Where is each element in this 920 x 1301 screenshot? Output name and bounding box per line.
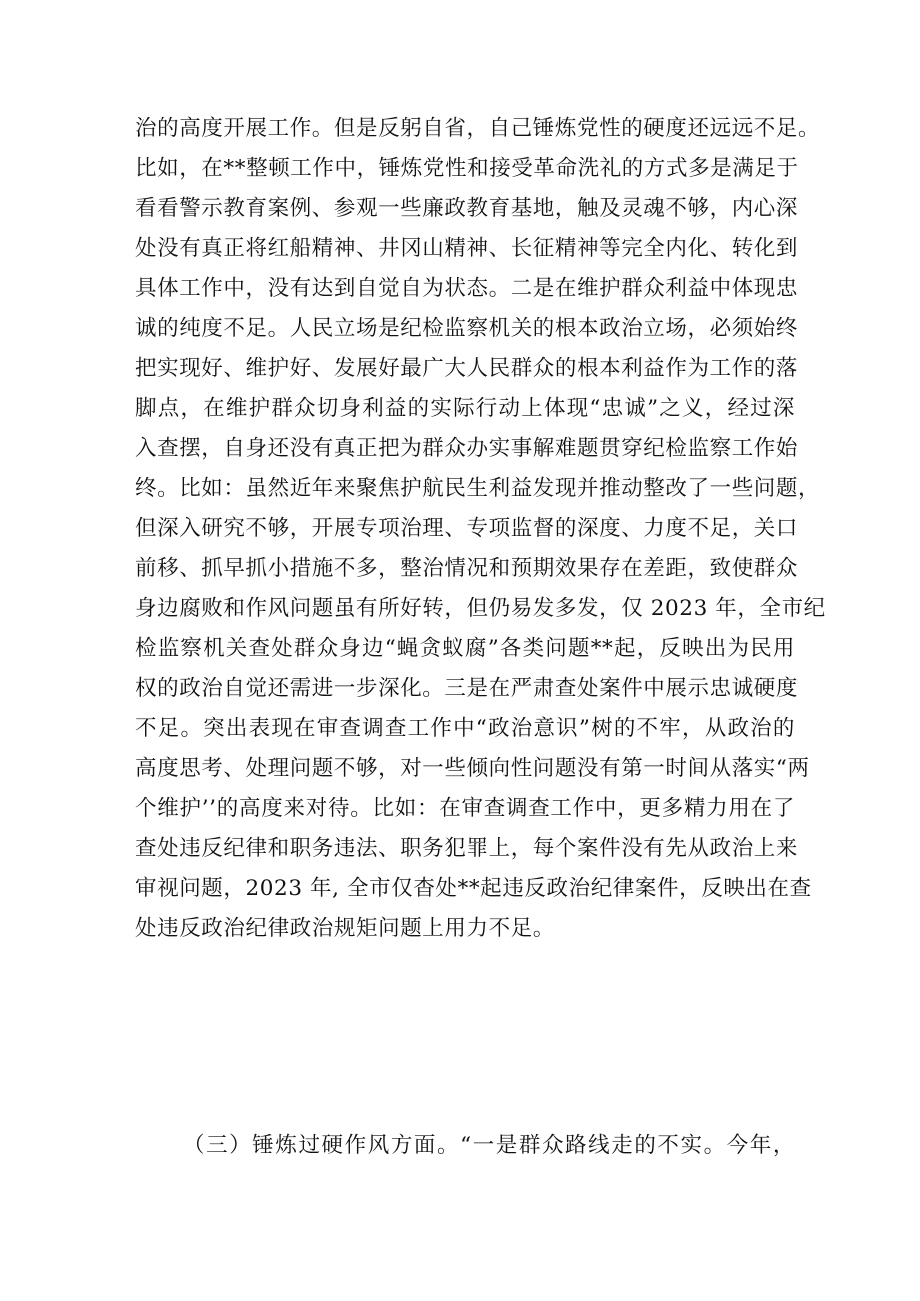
text-line-last: 处违反政治纪律政治规矩问题上用力不足。 <box>135 916 555 941</box>
text-line: 看看警示教育案例、参观一些廉政教育基地，触及灵魂不够，内心深 <box>135 196 799 221</box>
section-heading-line: （三）锤炼过硬作风方面。“一是群众路线走的不实。今年， <box>183 1133 795 1158</box>
text-line: 前移、抓早抓小措施不多，整治情况和预期效果存在差距，致使群众 <box>135 556 799 581</box>
text-line: 检监察机关查处群众身边“蝇贪蚁腐”各类问题**起，反映出为民用 <box>135 636 795 661</box>
text-line: 个维护’’的高度来对待。比如：在审查调查工作中，更多精力用在了 <box>135 796 795 821</box>
text-line: 比如，在**整顿工作中，锤炼党性和接受革命洗礼的方式多是满足于 <box>135 156 799 181</box>
text-line: 但深入研究不够，开展专项治理、专项监督的深度、力度不足，关口 <box>135 516 799 541</box>
text-line: 高度思考、处理问题不够，对一些倾向性问题没有第一时间从落实“两 <box>135 756 810 781</box>
text-line: 脚点，在维护群众切身利益的实际行动上体现“忠诚”之义，经过深 <box>135 396 795 421</box>
text-line: 查处违反纪律和职务违法、职务犯罪上，每个案件没有先从政治上来 <box>135 836 799 861</box>
text-line: 入查摆，自身还没有真正把为群众办实事解难题贯穿纪检监察工作始 <box>135 436 799 461</box>
text-line: 审视问题，2023 年, 全市仅杳处**起违反政治纪律案件，反映出在查 <box>135 876 812 901</box>
text-line: 终。比如：虽然近年来聚焦护航民生利益发现并推动整改了一些问题， <box>135 476 821 501</box>
text-line: 具体工作中，没有达到自觉自为状态。二是在维护群众利益中体现忠 <box>135 276 799 301</box>
text-line: 治的高度开展工作。但是反躬自省，自己锤炼党性的硬度还远远不足。 <box>135 116 821 141</box>
text-line: 把实现好、维护好、发展好最广大人民群众的根本利益作为工作的落 <box>135 356 799 381</box>
text-line: 权的政治自觉还需进一步深化。三是在严肃查处案件中展示忠诚硬度 <box>135 676 799 701</box>
text-line: 身边腐败和作风问题虽有所好转，但仍易发多发，仅 2023 年，全市纪 <box>135 596 826 621</box>
body-paragraph <box>135 109 826 949</box>
text-line: 处没有真正将红船精神、井冈山精神、长征精神等完全内化、转化到 <box>135 236 799 261</box>
text-line: 不足。突出表现在审查调查工作中“政治意识”树的不牢，从政治的 <box>135 716 795 741</box>
text-line: 诚的纯度不足。人民立场是纪检监察机关的根本政治立场，必须始终 <box>135 316 799 341</box>
